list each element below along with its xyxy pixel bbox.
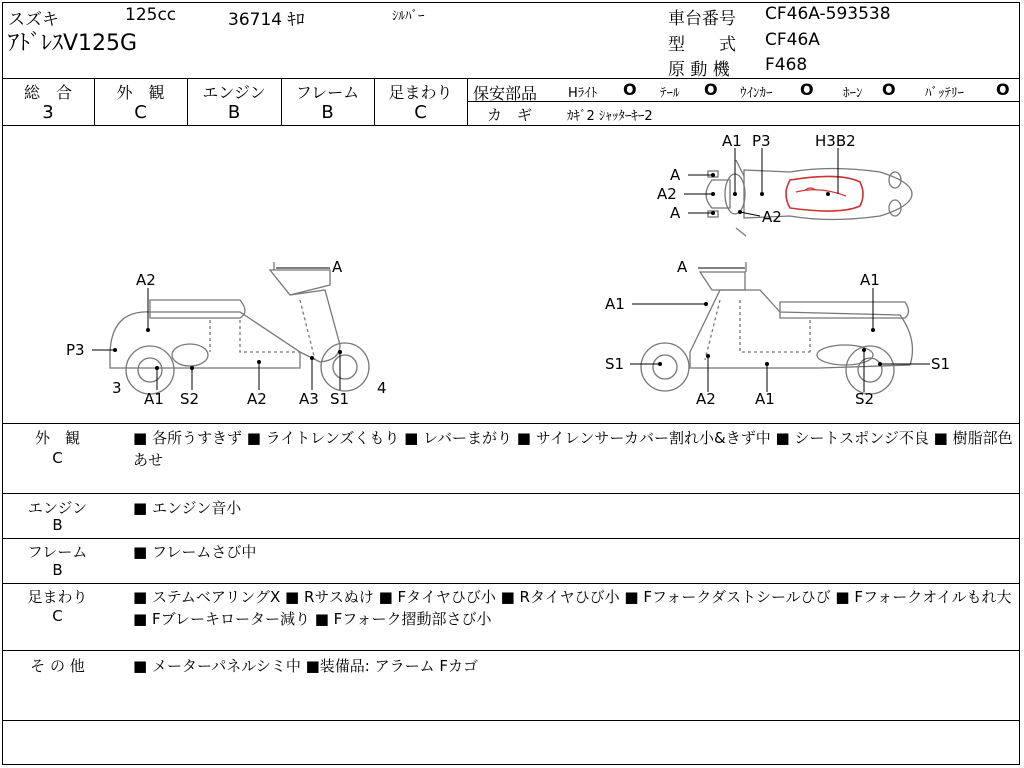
model-name: ｱﾄﾞﾚｽV125G <box>8 31 138 56</box>
grade-value-overall: 3 <box>42 102 54 123</box>
diagram-label: 3 <box>112 379 122 397</box>
type-label: 型 式 <box>668 35 736 55</box>
diagram-label: A2 <box>657 185 677 203</box>
key-label: カ ギ <box>487 106 533 124</box>
engine-value: F468 <box>765 55 808 75</box>
diagram-label: S2 <box>855 390 875 408</box>
diagram-label: S2 <box>180 390 200 408</box>
safety-mark-tail: O <box>704 80 718 99</box>
diagram-label: 4 <box>377 379 387 397</box>
mileage: 36714 ｷﾛ <box>228 10 305 30</box>
section-grade-frame: B <box>52 561 63 579</box>
section-title-frame: フレーム <box>27 543 88 561</box>
divider <box>2 650 1020 651</box>
section-text-frame: ■ フレームさび中 <box>133 543 257 561</box>
divider <box>467 101 1020 102</box>
grade-value-engine: B <box>227 102 241 123</box>
scooter-diagram <box>0 126 1024 422</box>
diagram-label: A1 <box>860 271 880 289</box>
safety-mark-battery: O <box>996 80 1010 99</box>
divider <box>2 493 1020 494</box>
safety-mark-horn: O <box>882 80 896 99</box>
diagram-label: A2 <box>136 271 156 289</box>
section-title-suspension: 足まわり <box>27 588 88 606</box>
diagram-label: S1 <box>330 390 350 408</box>
grade-value-exterior: C <box>134 102 147 123</box>
diagram-label: P3 <box>66 341 85 359</box>
section-title-engine: エンジン <box>27 499 88 517</box>
section-grade-exterior: C <box>52 449 63 467</box>
grade-value-frame: B <box>321 102 334 123</box>
frame-no-label: 車台番号 <box>668 9 736 29</box>
diagram-label: A <box>332 258 343 276</box>
maker: スズキ <box>8 10 59 30</box>
safety-item-headlight: Hﾗｲﾄ <box>568 86 598 101</box>
safety-mark-winker: O <box>800 80 814 99</box>
divider <box>467 78 468 125</box>
engine-label: 原 動 機 <box>668 60 730 80</box>
safety-item-battery: ﾊﾞｯﾃﾘｰ <box>925 86 964 101</box>
diagram-label: A1 <box>722 132 742 150</box>
safety-item-winker: ｳｲﾝｶｰ <box>740 86 773 101</box>
grade-label-engine: エンジン <box>202 83 266 102</box>
key-value: ｶｷﾞ2 ｼｬｯﾀｰｷｰ2 <box>567 109 653 124</box>
section-text-other: ■ メーターパネルシミ中 ■装備品: アラーム Fカゴ <box>133 657 478 675</box>
divider <box>2 538 1020 539</box>
safety-label: 保安部品 <box>473 84 538 103</box>
diagram-label: A1 <box>144 390 164 408</box>
diagram-label: P3 <box>752 132 771 150</box>
diagram-label: A1 <box>755 390 775 408</box>
section-text-suspension: ■ ステムベアリングX ■ Rサスぬけ ■ Fタイヤひび小 ■ Rタイヤひび小 ■ Fフォークダストシールひび ■ Fフォークオイルもれ大 ■ Fブレーキローター減り ■ Fフォーク摺動部さび小 <box>133 588 1012 628</box>
diagram-label: A3 <box>299 390 319 408</box>
section-text-exterior: ■ 各所うすきず ■ ライトレンズくもり ■ レバーまがり ■ サイレンサーカバー割れ小&きず中 ■ シートスポンジ不良 ■ 樹脂部色あせ <box>133 429 1013 469</box>
diagram-label: A <box>677 258 688 276</box>
safety-item-horn: ﾎｰﾝ <box>843 86 863 101</box>
section-grade-suspension: C <box>52 607 63 625</box>
section-title-other: そ の 他 <box>30 657 85 675</box>
grade-value-suspension: C <box>414 102 427 123</box>
type-value: CF46A <box>765 30 820 50</box>
diagram-label: A1 <box>605 295 625 313</box>
diagram-label: A <box>670 166 681 184</box>
safety-mark-headlight: O <box>623 80 637 99</box>
safety-item-tail: ﾃｰﾙ <box>660 86 680 101</box>
diagram-label: A2 <box>696 390 716 408</box>
color: ｼﾙﾊﾞｰ <box>392 9 425 24</box>
section-text-engine: ■ エンジン音小 <box>133 499 242 517</box>
section-title-exterior: 外 観 <box>34 429 80 447</box>
grade-label-frame: フレーム <box>295 83 360 102</box>
top-view-scooter <box>706 160 912 236</box>
divider <box>2 583 1020 584</box>
section-grade-engine: B <box>52 516 63 534</box>
grade-label-exterior: 外 観 <box>116 83 165 102</box>
diagram-label: A2 <box>247 390 267 408</box>
divider <box>2 423 1020 424</box>
diagram-label: H3B2 <box>815 132 856 150</box>
diagram-label: A <box>670 204 681 222</box>
divider <box>2 78 1020 79</box>
diagram-label: A2 <box>762 208 782 226</box>
grade-label-overall: 総 合 <box>23 83 72 102</box>
frame-no: CF46A-593538 <box>765 4 891 24</box>
grade-label-suspension: 足まわり <box>388 83 453 102</box>
diagram-label: S1 <box>605 355 625 373</box>
diagram-label: S1 <box>931 355 951 373</box>
displacement: 125cc <box>125 5 177 25</box>
divider <box>2 720 1020 721</box>
